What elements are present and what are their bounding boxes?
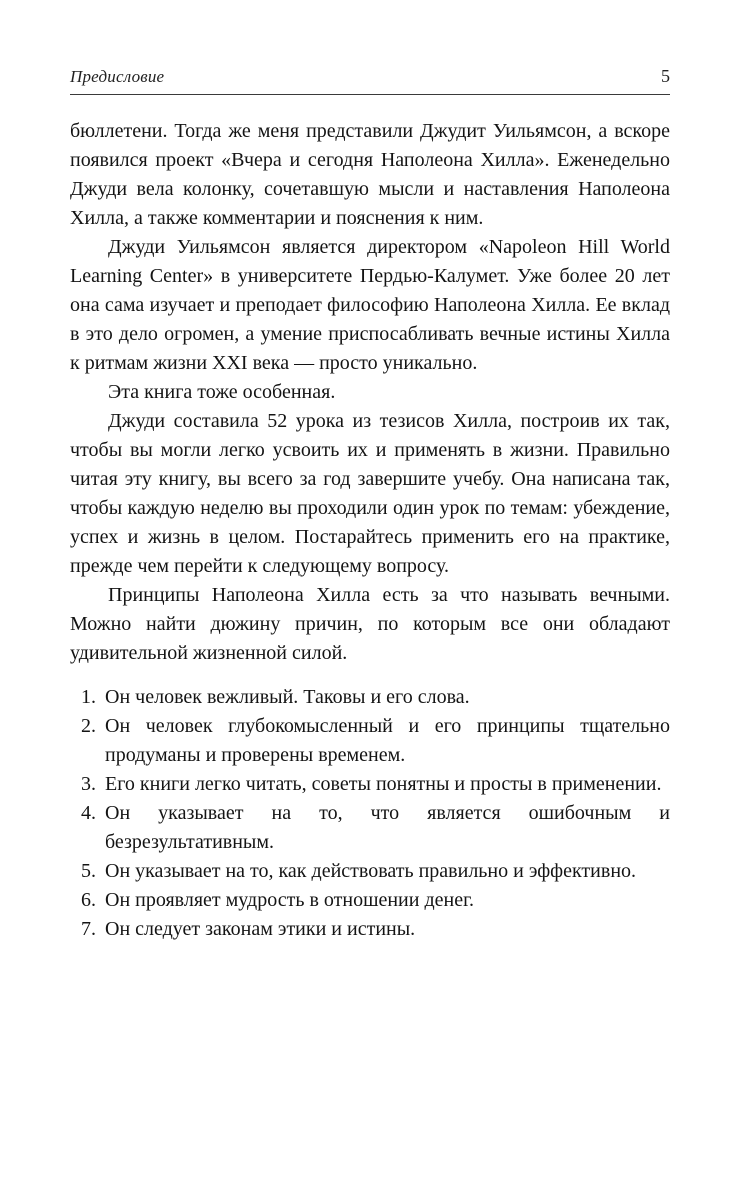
chapter-title: Предисловие (70, 67, 165, 86)
list-item-text: Он проявляет мудрость в отношении денег. (105, 889, 475, 911)
paragraph: Принципы Наполеона Хилла есть за что называть вечными. Можно найти дюжину причин, по которым все они обладают удивительной жизненной силой. (70, 584, 670, 664)
numbered-list (70, 683, 670, 944)
list-item-number: 7. (81, 918, 96, 940)
list-item-text: Он человек вежливый. Таковы и его слова. (105, 686, 470, 708)
paragraph: Джуди составила 52 урока из тезисов Хилла, построив их так, чтобы вы могли легко усвоить их и применять в жизни. Правильно читая эту книгу, вы всего за год завершите учебу. Она написана так, чтобы каждую неделю вы проходили один урок по темам: убеждение, успех и жизнь в целом. Постарайтесь применить его на практике, прежде чем перейти к следующему вопросу. (70, 410, 670, 577)
list-item-text: Его книги легко читать, советы понятны и просты в применении. (105, 773, 662, 795)
paragraph: бюллетени. Тогда же меня представили Джудит Уильямсон, а вскоре появился проект «Вчера и сегодня Наполеона Хилла». Еженедельно Джуди вела колонку, сочетавшую мысли и наставления Наполеона Хилла, а также комментарии и пояснения к ним. (70, 120, 670, 229)
list-item-number: 6. (81, 889, 96, 911)
body-text (70, 117, 670, 944)
list-item-text: Он следует законам этики и истины. (105, 918, 416, 940)
list-item (70, 683, 670, 712)
list-item-number: 5. (81, 860, 96, 882)
page-number: 5 (661, 66, 670, 86)
list-item-number: 4. (81, 802, 96, 824)
paragraph: Джуди Уильямсон является директором «Napoleon Hill World Learning Center» в университете Пердью-Калумет. Уже более 20 лет она сама изучает и преподает философию Наполеона Хилла. Ее вклад в это дело огромен, а умение приспосабливать вечные истины Хилла к ритмам жизни XXI века — просто уникально. (70, 236, 670, 374)
list-item (70, 712, 670, 770)
list-item (70, 770, 670, 799)
list-item-text: Он указывает на то, что является ошибочным и безрезультативным. (105, 802, 670, 853)
list-item-number: 1. (81, 686, 96, 708)
paragraph: Эта книга тоже особенная. (108, 381, 336, 403)
running-head (70, 66, 670, 95)
list-item (70, 915, 670, 944)
list-item-text: Он человек глубокомысленный и его принципы тщательно продуманы и проверены временем. (105, 715, 670, 766)
list-item (70, 857, 670, 886)
list-item-number: 3. (81, 773, 96, 795)
list-item-number: 2. (81, 715, 96, 737)
list-item-text: Он указывает на то, как действовать правильно и эффективно. (105, 860, 637, 882)
list-item (70, 799, 670, 857)
list-item (70, 886, 670, 915)
